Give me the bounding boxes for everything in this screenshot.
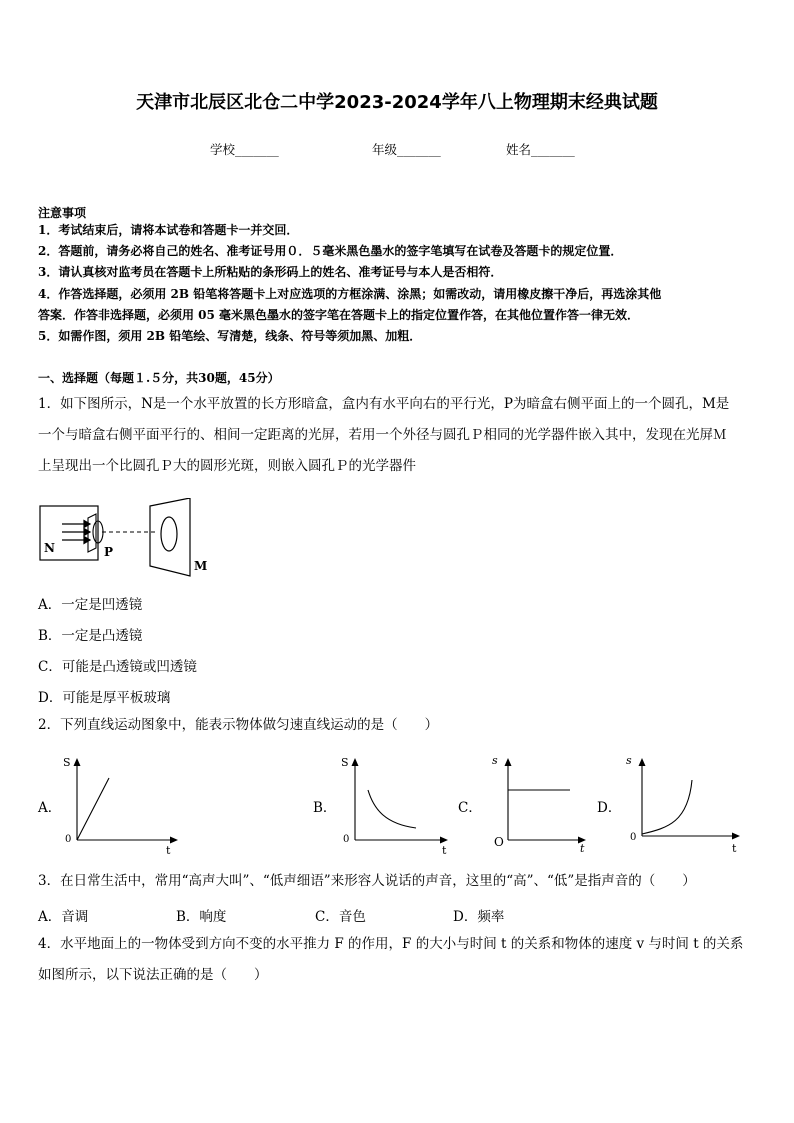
q1-option-a: A．一定是凹透镜 (38, 597, 143, 613)
q1-option-b: B．一定是凸透镜 (38, 628, 143, 644)
q2-option-d-label: D． (597, 800, 622, 816)
question-3-stem: 3．在日常生活中，常用“高声大叫”、“低声细语”来形容人说话的声音，这里的“高”、“低”是指声音的（ ） (38, 873, 696, 889)
graph-d-curve (642, 780, 692, 834)
q1-option-d: D．可能是厚平板玻璃 (38, 690, 171, 706)
graph-b-curve (368, 790, 416, 828)
graph-c-origin: O (494, 835, 504, 849)
q2-option-a-label: A． (38, 800, 62, 816)
note-item: 3．请认真核对监考员在答题卡上所粘贴的条形码上的姓名、准考证号与本人是否相符． (38, 265, 503, 279)
section-heading: 一、选择题（每题１.５分，共30题，45分） (38, 371, 280, 385)
question-4-line: 如图所示，以下说法正确的是（ ） (38, 967, 268, 983)
q2-graph-a (60, 752, 180, 856)
graph-b-xlabel: t (442, 844, 447, 856)
label-n: N (44, 541, 55, 555)
label-m: M (194, 559, 208, 573)
question-1-line: 上呈现出一个比圆孔Ｐ大的圆形光斑，则嵌入圆孔Ｐ的光学器件 (38, 458, 416, 474)
school-field-label: 学校_______ (210, 142, 279, 157)
graph-d-xlabel: t (732, 842, 737, 855)
note-item: 1．考试结束后，请将本试卷和答题卡一并交回． (38, 223, 299, 237)
graph-a-xlabel: t (166, 844, 171, 856)
graph-b-ylabel: S (341, 756, 349, 769)
light-spot (161, 517, 177, 551)
question-2-stem: 2．下列直线运动图象中，能表示物体做匀速直线运动的是（ ） (38, 717, 439, 733)
note-item: 2．答题前，请务必将自己的姓名、准考证号用０．５毫米黑色墨水的签字笔填写在试卷及答题卡的规定位置． (38, 244, 623, 258)
notes-heading: 注意事项 (38, 206, 87, 220)
question-4-line: 4．水平地面上的一物体受到方向不变的水平推力 F 的作用，F 的大小与时间 t 的关系和物体的速度 v 与时间 t 的关系 (38, 936, 744, 952)
q1-option-c: C．可能是凸透镜或凹透镜 (38, 659, 197, 675)
q2-graph-d (622, 752, 746, 856)
q3-option-d: D．频率 (453, 909, 505, 925)
question-1-line: 一个与暗盒右侧平面平行的、相间一定距离的光屏，若用一个外径与圆孔Ｐ相同的光学器件嵌入其中，发现在光屏Ｍ (38, 427, 727, 443)
graph-a-line (77, 778, 109, 840)
name-field-label: 姓名_______ (506, 142, 575, 157)
graph-c-xlabel: t (580, 842, 585, 855)
q2-graph-b (338, 752, 456, 856)
note-item: 5．如需作图，须用 2B 铅笔绘、写清楚，线条、符号等须加黑、加粗． (38, 329, 422, 343)
graph-c-ylabel: s (492, 754, 498, 767)
q2-option-b-label: B． (313, 800, 337, 816)
q3-option-b: B．响度 (176, 909, 227, 925)
label-p: P (104, 545, 114, 559)
screen-m (150, 498, 190, 576)
q3-option-a: A．音调 (38, 909, 89, 925)
graph-a-ylabel: S (63, 756, 71, 769)
q2-option-c-label: C． (458, 800, 482, 816)
question-1-line: 1．如下图所示，N是一个水平放置的长方形暗盒，盒内有水平向右的平行光，P为暗盒右侧平面上的一个圆孔，M是 (38, 396, 730, 412)
note-item: 答案．作答非选择题，必须用 05 毫米黑色墨水的签字笔在答题卡上的指定位置作答，在其他位置作答一律无效． (38, 308, 640, 322)
q1-optics-figure (36, 498, 216, 578)
grade-field-label: 年级_______ (372, 142, 441, 157)
parallel-light-arrows (62, 521, 90, 544)
graph-a-origin: 0 (65, 834, 72, 845)
graph-d-origin: 0 (630, 832, 637, 843)
q2-graph-c (486, 752, 596, 856)
page-title: 天津市北辰区北仓二中学2023-2024学年八上物理期末经典试题 (136, 92, 658, 113)
graph-d-ylabel: s (626, 754, 632, 767)
q3-option-c: C．音色 (315, 909, 366, 925)
graph-b-origin: 0 (343, 834, 350, 845)
note-item: 4．作答选择题，必须用 2B 铅笔将答题卡上对应选项的方框涂满、涂黑；如需改动，请用橡皮擦干净后，再选涂其他 (38, 287, 662, 301)
